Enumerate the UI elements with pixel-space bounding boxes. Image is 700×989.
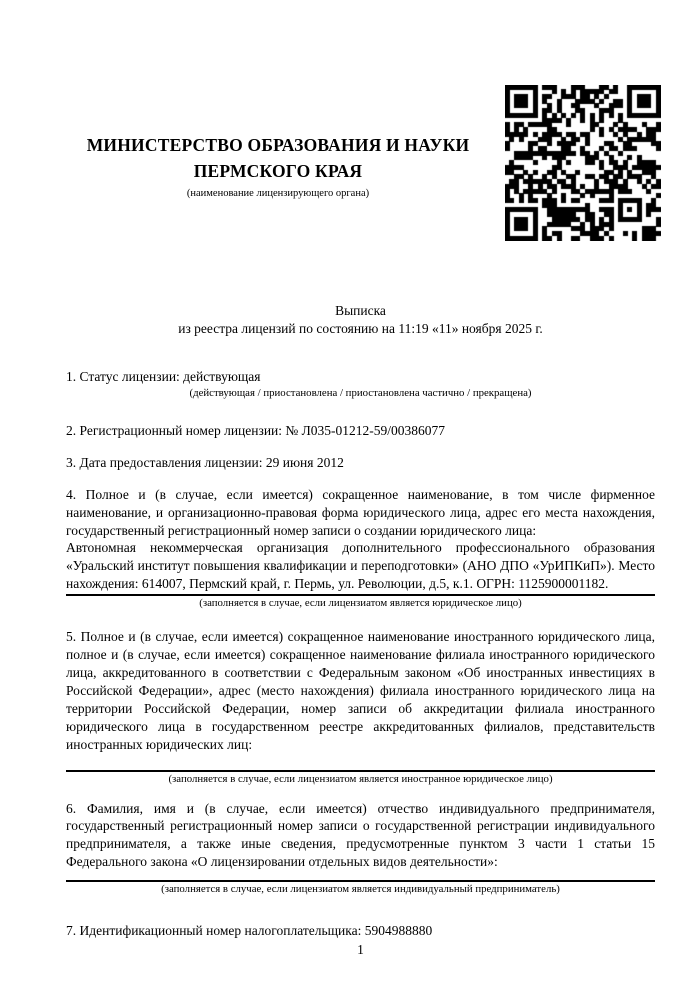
fill-in-line <box>66 594 655 596</box>
license-status-item <box>66 368 655 400</box>
document-title-line2: из реестра лицензий по состоянию на 11:19 «11» ноября 2025 г. <box>178 320 543 336</box>
foreign-entity-note: (заполняется в случае, если лицензиатом является иностранное юридическое лицо) <box>168 772 553 785</box>
registration-number-item <box>66 422 655 440</box>
registration-number-text: 2. Регистрационный номер лицензии: № Л035-01212-59/00386077 <box>66 422 446 438</box>
ministry-name-line2: ПЕРМСКОГО КРАЯ <box>193 161 363 181</box>
taxpayer-number-item <box>66 922 655 940</box>
ministry-name-line1: МИНИСТЕРСТВО ОБРАЗОВАНИЯ И НАУКИ <box>86 135 470 155</box>
qr-code-icon <box>505 85 661 241</box>
document-title <box>66 302 655 338</box>
grant-date-item <box>66 454 655 472</box>
ministry-caption: (наименование лицензирующего органа) <box>186 188 370 199</box>
legal-entity-value: Автономная некоммерческая организация дополнительного профессионального образования «Уральский институт повышения квалификации и переподготовки» (АНО ДПО «УрИПКиП»). Место нахождения: 614007, Пермский край, г. Пермь, ул. Революции, д.5, к.1. ОГРН: 1125900001182. <box>66 540 655 592</box>
foreign-entity-item <box>66 628 655 785</box>
legal-entity-item <box>66 486 655 610</box>
license-status-note: (действующая / приостановлена / приостановлена частично / прекращена) <box>189 386 532 399</box>
license-status-text: 1. Статус лицензии: действующая <box>66 369 261 384</box>
entrepreneur-note: (заполняется в случае, если лицензиатом является индивидуальный предприниматель) <box>161 883 560 896</box>
licensing-authority-header <box>64 132 492 199</box>
legal-entity-note: (заполняется в случае, если лицензиатом является юридическое лицо) <box>199 597 522 610</box>
document-title-line1: Выписка <box>335 303 386 318</box>
entrepreneur-item <box>66 800 655 897</box>
document-body <box>66 368 655 940</box>
page-number: 1 <box>357 942 364 957</box>
legal-entity-text: 4. Полное и (в случае, если имеется) сокращенное наименование, в том числе фирменное наименование, и организационно-правовая форма юридического лица, адрес его места нахождения, государственный регистрационный номер записи о создании юридического лица: <box>66 486 655 538</box>
grant-date-text: 3. Дата предоставления лицензии: 29 июня 2012 <box>66 454 344 470</box>
entrepreneur-text: 6. Фамилия, имя и (в случае, если имеется) отчество индивидуального предпринимателя, государственный регистрационный номер записи о государственной регистрации индивидуального предпринимателя, а также иные сведения, предусмотренные пунктом 3 части 1 статьи 15 Федерального закона «О лицензировании отдельных видов деятельности»: <box>66 800 655 870</box>
taxpayer-number-text: 7. Идентификационный номер налогоплательщика: 5904988880 <box>66 923 433 939</box>
fill-in-line <box>66 770 655 772</box>
fill-in-line <box>66 880 655 882</box>
foreign-entity-text: 5. Полное и (в случае, если имеется) сокращенное наименование иностранного юридического лица, полное и (в случае, если имеется) сокращенное наименование филиала иностранного юридического лица, аккредитованного в соответствии с Федеральным законом «Об иностранных инвестициях в Российской Федерации», адрес (место нахождения) филиала иностранного юридического лица на территории Российской Федерации, номер записи об аккредитации филиала иностранного юридического лица в государственном реестре аккредитованных филиалов, представительств иностранных юридических лиц: <box>66 629 655 752</box>
